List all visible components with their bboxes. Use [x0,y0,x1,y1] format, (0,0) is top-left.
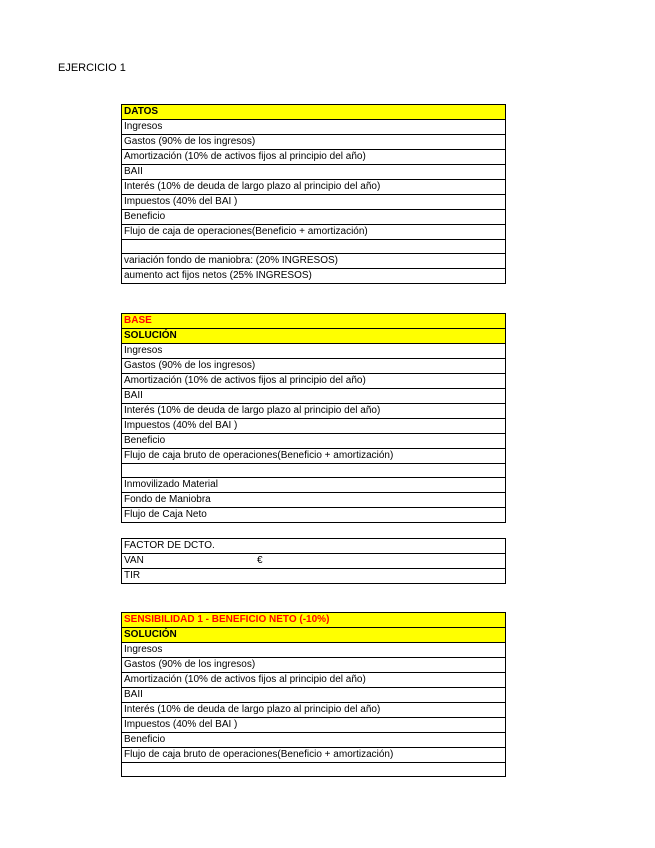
table-row [122,120,506,135]
table-row [122,718,506,733]
van-label: VAN [124,555,144,566]
datos-cell[interactable]: aumento act fijos netos (25% INGRESOS) [122,269,506,284]
table-row [122,539,506,554]
base-cell[interactable]: Amortización (10% de activos fijos al principio del año) [122,374,506,389]
table-row [122,478,506,493]
table-row [122,748,506,763]
base-cell[interactable]: Interés (10% de deuda de largo plazo al principio del año) [122,404,506,419]
sens1-cell[interactable]: Impuestos (40% del BAI ) [122,718,506,733]
page-title: EJERCICIO 1 [58,62,126,74]
datos-cell[interactable]: Ingresos [122,120,506,135]
base-cell[interactable]: Gastos (90% de los ingresos) [122,359,506,374]
table-row [122,225,506,240]
table-row [122,269,506,284]
datos-cell[interactable]: Gastos (90% de los ingresos) [122,135,506,150]
table-row [122,150,506,165]
datos-cell[interactable]: Interés (10% de deuda de largo plazo al principio del año) [122,180,506,195]
table-row [122,449,506,464]
table-row [122,493,506,508]
table-row [122,404,506,419]
base-cell[interactable]: Fondo de Maniobra [122,493,506,508]
van-cell[interactable] [122,554,506,569]
table-row [122,389,506,404]
sens1-cell[interactable]: Flujo de caja bruto de operaciones(Beneficio + amortización) [122,748,506,763]
table-row [122,464,506,478]
table-row [122,210,506,225]
table-row [122,135,506,150]
tir-cell[interactable]: TIR [122,569,506,584]
base-header-row [122,329,506,344]
datos-cell[interactable]: Impuestos (40% del BAI ) [122,195,506,210]
base-cell-empty[interactable] [122,464,506,478]
table-row [122,419,506,434]
table-row [122,180,506,195]
sens1-cell[interactable]: Beneficio [122,733,506,748]
table-row [122,195,506,210]
sens1-section-row [122,613,506,628]
table-row [122,254,506,269]
datos-cell-empty[interactable] [122,240,506,254]
table-row [122,165,506,180]
factor-dcto-cell[interactable]: FACTOR DE DCTO. [122,539,506,554]
base-cell[interactable]: Ingresos [122,344,506,359]
datos-cell[interactable]: Beneficio [122,210,506,225]
table-row [122,554,506,569]
table-row [122,688,506,703]
base-header[interactable]: SOLUCIÓN [122,329,506,344]
sens1-section-label[interactable]: SENSIBILIDAD 1 - BENEFICIO NETO (-10%) [122,613,506,628]
datos-cell[interactable]: Amortización (10% de activos fijos al principio del año) [122,150,506,165]
euro-symbol: € [257,555,263,566]
indicators-table [121,538,506,584]
base-cell[interactable]: Beneficio [122,434,506,449]
table-row [122,733,506,748]
datos-cell[interactable]: Flujo de caja de operaciones(Beneficio + amortización) [122,225,506,240]
table-row [122,240,506,254]
table-row [122,344,506,359]
sens1-cell[interactable]: Interés (10% de deuda de largo plazo al principio del año) [122,703,506,718]
sens1-cell[interactable]: Ingresos [122,643,506,658]
table-row [122,508,506,523]
datos-cell[interactable]: BAII [122,165,506,180]
table-row [122,374,506,389]
base-cell[interactable]: Flujo de Caja Neto [122,508,506,523]
table-row [122,359,506,374]
table-row [122,643,506,658]
sensitivity-1-table [121,612,506,777]
base-cell[interactable]: Impuestos (40% del BAI ) [122,419,506,434]
datos-cell[interactable]: variación fondo de maniobra: (20% INGRESOS) [122,254,506,269]
datos-header-row [122,105,506,120]
sens1-header[interactable]: SOLUCIÓN [122,628,506,643]
table-row [122,703,506,718]
table-row [122,434,506,449]
sens1-header-row [122,628,506,643]
sens1-cell[interactable]: BAII [122,688,506,703]
base-cell[interactable]: Inmovilizado Material [122,478,506,493]
base-section-label[interactable]: BASE [122,314,506,329]
table-row [122,763,506,777]
sens1-cell[interactable]: Gastos (90% de los ingresos) [122,658,506,673]
table-row [122,658,506,673]
base-section-row [122,314,506,329]
datos-header[interactable]: DATOS [122,105,506,120]
datos-table [121,104,506,284]
sens1-cell[interactable]: Amortización (10% de activos fijos al principio del año) [122,673,506,688]
sens1-cell-empty[interactable] [122,763,506,777]
base-cell[interactable]: Flujo de caja bruto de operaciones(Beneficio + amortización) [122,449,506,464]
table-row [122,569,506,584]
base-table [121,313,506,523]
base-cell[interactable]: BAII [122,389,506,404]
table-row [122,673,506,688]
